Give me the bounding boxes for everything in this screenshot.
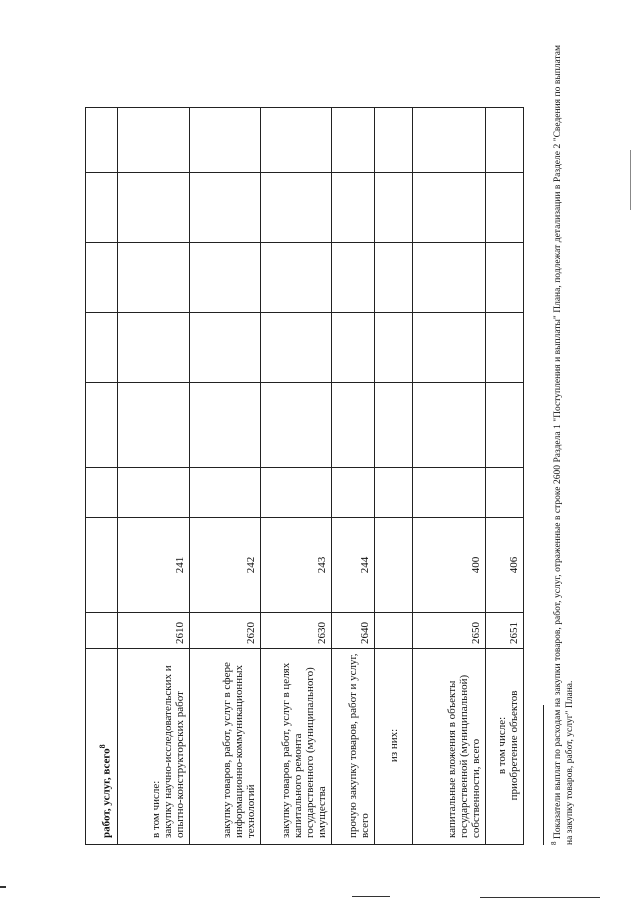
scan-mark — [480, 897, 600, 898]
scan-mark — [0, 886, 6, 888]
scan-mark — [352, 896, 390, 897]
table-row — [332, 108, 375, 845]
table-row — [261, 108, 332, 845]
row-description: из них: — [375, 649, 413, 845]
scan-mark — [630, 150, 631, 210]
line-code: 2651 — [486, 613, 524, 649]
budget-code: 406 — [486, 518, 524, 613]
table-row — [486, 108, 524, 845]
table-row — [375, 108, 413, 845]
line-code: 2650 — [413, 613, 486, 649]
budget-code: 400 — [413, 518, 486, 613]
footnote-text: Показатели выплат по расходам на закупки товаров, работ, услуг, отраженные в строке 2600 Раздела 1 "Поступления и выплаты" Плана, подлежат детализации в Разделе 2 "Сведения по выплатам на закупку товаров, работ, услуг" Плана. — [553, 44, 576, 845]
footnote-reference: 8 — [98, 744, 108, 749]
row-description: закупку товаров, работ, услуг в сфере информационно-коммуникационных технологий — [190, 649, 261, 845]
line-code: 2640 — [332, 613, 375, 649]
budget-code: 242 — [190, 518, 261, 613]
row-description: в том числе: приобретение объектов — [486, 649, 524, 845]
budget-code: 243 — [261, 518, 332, 613]
row-description: прочую закупку товаров, работ и услуг, всего — [332, 649, 375, 845]
table-row — [413, 108, 486, 845]
row-title: работ, услуг, всего — [101, 748, 113, 838]
footnote-divider — [543, 705, 544, 845]
budget-code: 244 — [332, 518, 375, 613]
budget-code: 241 — [118, 518, 190, 613]
table-row — [118, 108, 190, 845]
table-row — [190, 108, 261, 845]
row-description: капитальные вложения в объекты государственной (муниципальной) собственности, всего — [413, 649, 486, 845]
line-code: 2610 — [118, 613, 190, 649]
expenditure-table — [85, 107, 524, 845]
line-code: 2630 — [261, 613, 332, 649]
table-row — [86, 108, 118, 845]
line-code: 2620 — [190, 613, 261, 649]
row-description: закупку товаров, работ, услуг в целях капитального ремонта государственного (муниципального) имущества — [261, 649, 332, 845]
footnote — [548, 45, 576, 845]
row-title-cell — [86, 649, 118, 845]
row-description: в том числе: закупку научно-исследовательских и опытно-конструкторских работ — [118, 649, 190, 845]
footnote-mark: 8 — [550, 841, 558, 845]
